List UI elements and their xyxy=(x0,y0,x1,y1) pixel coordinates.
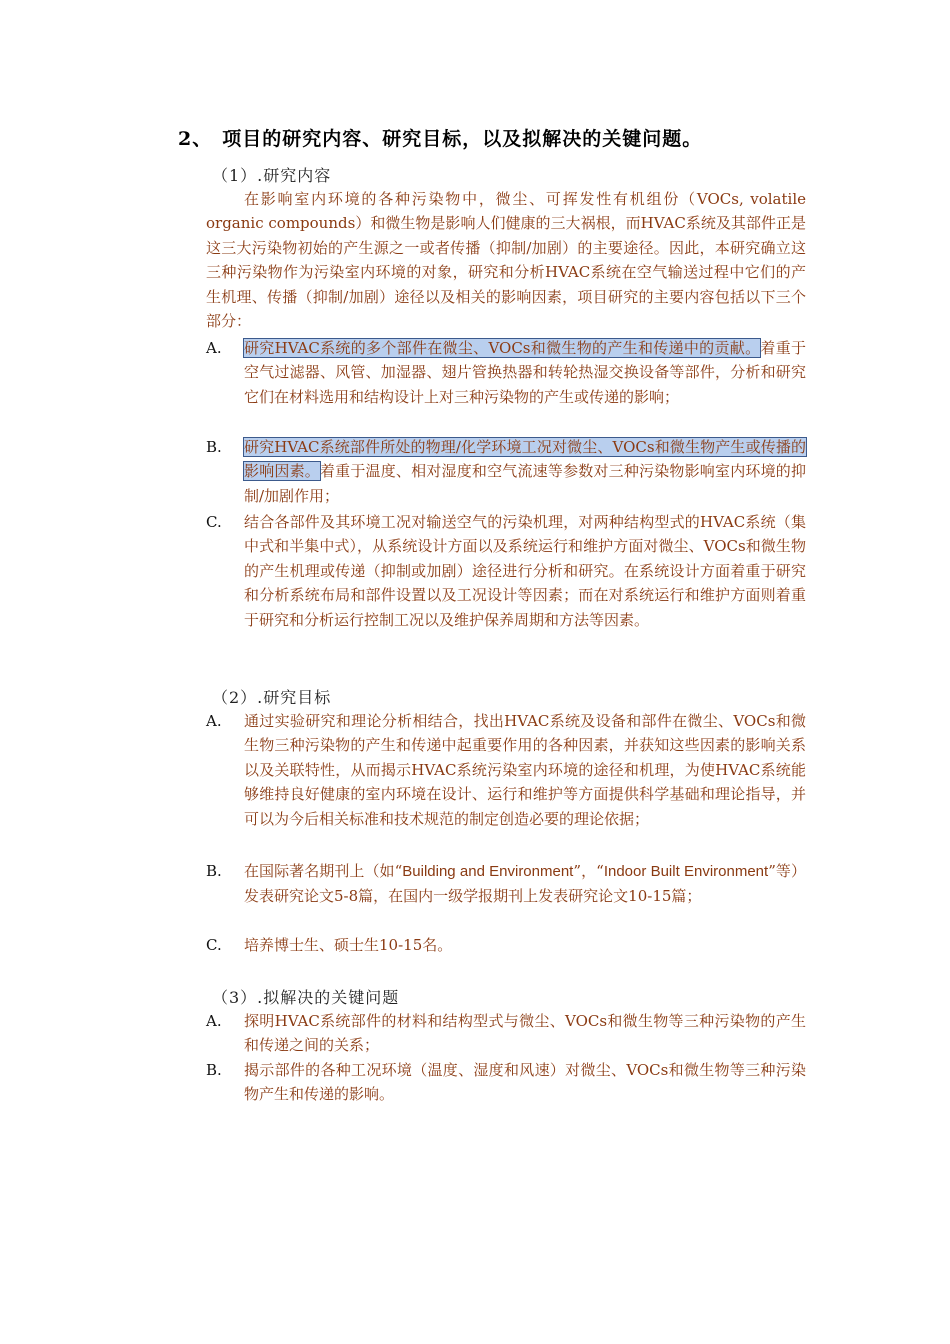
item-text: 通过实验研究和理论分析相结合，找出HVAC系统及设备和部件在微尘、VOCs和微生物三种污染物的产生和传递中起重要作用的各种因素，并获知这些因素的影响关系以及关联特性，从而揭示HVAC系统污染室内环境的途径和机理，为使HVAC系统能够维持良好健康的室内环境在设计、运行和维护等方面提供科学基础和理论指导，并可以为今后相关标准和技术规范的制定创造必要的理论依据； xyxy=(244,712,806,828)
item-text: 揭示部件的各种工况环境（温度、湿度和风速）对微尘、VOCs和微生物等三种污染物产生和传递的影响。 xyxy=(244,1061,806,1104)
item-text: 培养博士生、硕士生10-15名。 xyxy=(244,936,453,954)
highlighted-text: 研究HVAC系统的多个部件在微尘、VOCs和微生物的产生和传递中的贡献。 xyxy=(244,339,761,357)
item-text: 探明HVAC系统部件的材料和结构型式与微尘、VOCs和微生物等三种污染物的产生和传递之间的关系； xyxy=(244,1012,806,1055)
item-marker: B. xyxy=(206,862,222,880)
item-marker: A. xyxy=(206,339,222,357)
research-content-intro: 在影响室内环境的各种污染物中，微尘、可挥发性有机组份（VOCs, volatile organic compounds）和微生物是影响人们健康的三大祸根，而HVAC系统及其部件正是这三大污染物初始的产生源之一或者传播（抑制/加剧）的主要途径。因此，本研究确立这三种污染物作为污染室内环境的对象，研究和分析HVAC系统在空气输送过程中它们的产生机理、传播（抑制/加剧）途径以及相关的影响因素，项目研究的主要内容包括以下三个部分： xyxy=(206,190,806,331)
item-suffix: ”等）发表研究论文5-8篇，在国内一级学报期刊上发表研究论文10-15篇； xyxy=(244,862,806,906)
item-marker: B. xyxy=(206,438,222,456)
section-heading xyxy=(178,124,702,151)
journal-name-2: Indoor Built Environment xyxy=(603,863,769,880)
item-body: 着重于空气过滤器、风管、加湿器、翅片管换热器和转轮热湿交换设备等部件，分析和研究它们在材料选用和结构设计上对三种污染物的产生或传递的影响； xyxy=(244,339,806,406)
key-problems-label: （3）.拟解决的关键问题 xyxy=(212,988,400,1007)
journal-name-1: Building and Environment xyxy=(402,863,574,880)
item-marker: C. xyxy=(206,936,222,954)
item-marker: C. xyxy=(206,513,222,531)
item-text: 结合各部件及其环境工况对输送空气的污染机理，对两种结构型式的HVAC系统（集中式和半集中式），从系统设计方面以及系统运行和维护方面对微尘、VOCs和微生物的产生机理或传递（抑制或加剧）途径进行分析和研究。在系统设计方面着重于研究和分析系统布局和部件设置以及工况设计等因素；而在对系统运行和维护方面则着重于研究和分析运行控制工况以及维护保养周期和方法等因素。 xyxy=(244,513,806,629)
heading-number: 2、 xyxy=(178,128,213,150)
item-marker: B. xyxy=(206,1061,222,1079)
item-text xyxy=(244,859,806,909)
item-text xyxy=(244,336,806,409)
highlighted-text: 研究HVAC系统部件所处的物理/化学环境工况对微尘、VOCs和微生物产生或传播的影响因素。 xyxy=(244,438,806,481)
item-marker: A. xyxy=(206,1012,222,1030)
item-marker: A. xyxy=(206,712,222,730)
item-mid: ”，“ xyxy=(573,862,604,880)
research-goal-label: （2）.研究目标 xyxy=(212,688,332,707)
item-prefix: 在国际著名期刊上（如“ xyxy=(244,862,403,880)
item-text xyxy=(244,435,806,508)
item-body: 着重于温度、相对湿度和空气流速等参数对三种污染物影响室内环境的抑制/加剧作用； xyxy=(244,462,806,505)
research-content-label: （1）.研究内容 xyxy=(212,166,332,185)
heading-title: 项目的研究内容、研究目标，以及拟解决的关键问题。 xyxy=(222,128,703,150)
